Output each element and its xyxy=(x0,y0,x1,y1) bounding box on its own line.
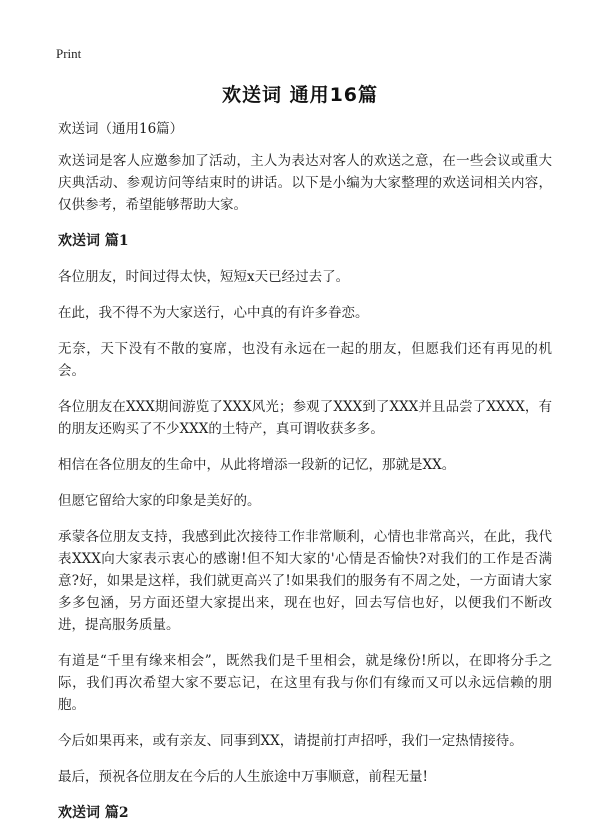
paragraph: 但愿它留给大家的印象是美好的。 xyxy=(58,493,261,509)
paragraph: 在此，我不得不为大家送行，心中真的有许多眷恋。 xyxy=(58,305,369,321)
section-heading-1: 欢送词 篇1 xyxy=(58,233,129,249)
paragraph: 各位朋友在XXX期间游览了XXX风光；参观了XXX到了XXX并且品尝了XXXX，有的朋友还购买了不少XXX的土特产，真可谓收获多多。 xyxy=(58,399,552,437)
paragraph: 相信在各位朋友的生命中，从此将增添一段新的记忆，那就是XX。 xyxy=(58,457,456,473)
paragraph: 承蒙各位朋友支持，我感到此次接待工作非常顺利，心情也非常高兴，在此，我代表XXX向大家表示衷心的感谢!但不知大家的'心情是否愉快?对我们的工作是否满意?好，如果是这样，我们就更高兴了!如果我们的服务有不周之处，一方面请大家多多包涵，另方面还望大家提出来，现在也好，回去写信也好，以便我们不断改进，提高服务质量。 xyxy=(58,529,552,633)
paragraph: 各位朋友，时间过得太快，短短x天已经过去了。 xyxy=(58,269,350,285)
page-title: 欢送词 通用16篇 xyxy=(221,84,379,106)
paragraph: 无奈，天下没有不散的宴席，也没有永远在一起的朋友，但愿我们还有再见的机会。 xyxy=(58,341,552,379)
intro-paragraph: 欢送词是客人应邀参加了活动，主人为表达对客人的欢送之意，在一些会议或重大庆典活动、参观访问等结束时的讲话。以下是小编为大家整理的欢送词相关内容，仅供参考，希望能够帮助大家。 xyxy=(58,153,552,213)
section-heading-2: 欢送词 篇2 xyxy=(58,805,129,821)
paragraph: 今后如果再来，或有亲友、同事到XX，请提前打声招呼，我们一定热情接待。 xyxy=(58,733,523,749)
subtitle: 欢送词（通用16篇） xyxy=(58,121,184,137)
paragraph: 有道是“千里有缘来相会”，既然我们是千里相会，就是缘份!所以，在即将分手之际，我们再次希望大家不要忘记，在这里有我与你们有缘而又可以永远信赖的朋胞。 xyxy=(58,653,552,713)
print-link[interactable]: Print xyxy=(56,46,82,61)
document-body xyxy=(58,118,552,838)
paragraph: 最后，预祝各位朋友在今后的人生旅途中万事顺意，前程无量! xyxy=(58,769,428,785)
